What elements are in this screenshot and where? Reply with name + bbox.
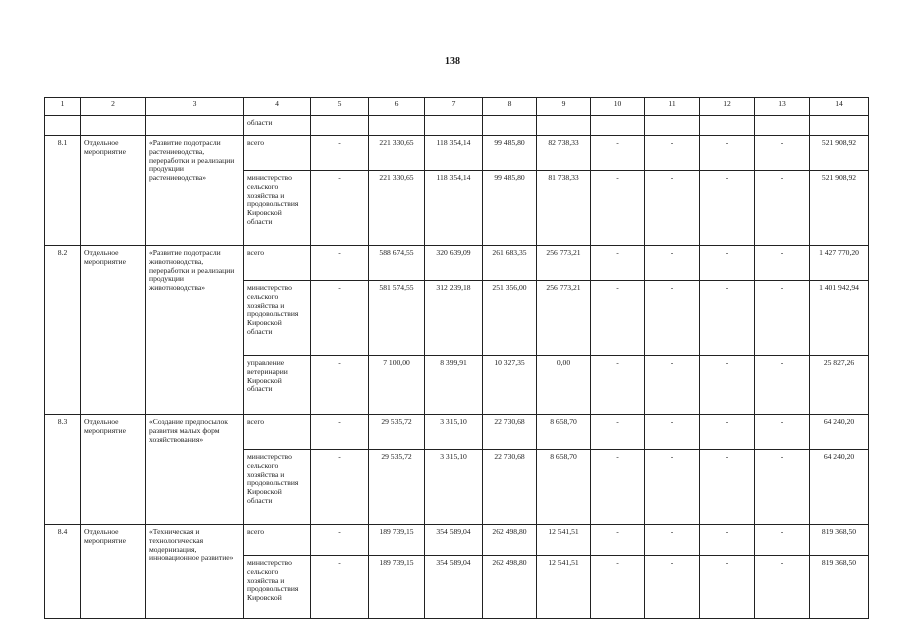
value-cell: - — [311, 281, 369, 356]
value-cell: - — [311, 450, 369, 525]
value-cell: - — [311, 525, 369, 556]
value-cell: - — [591, 450, 645, 525]
value-cell: - — [311, 171, 369, 246]
header-row — [45, 98, 869, 116]
table-row — [45, 246, 869, 281]
funding-source: министерство сельского хозяйства и продовольствия Кировской области — [244, 281, 311, 356]
empty-cell — [537, 116, 591, 136]
empty-cell — [45, 116, 81, 136]
value-cell: - — [591, 171, 645, 246]
value-cell: 256 773,21 — [537, 246, 591, 281]
value-cell: - — [755, 281, 810, 356]
column-header: 11 — [645, 98, 700, 116]
value-cell: 29 535,72 — [369, 415, 425, 450]
value-cell: - — [645, 171, 700, 246]
value-cell: 99 485,80 — [483, 136, 537, 171]
value-cell: - — [645, 450, 700, 525]
value-cell: - — [311, 556, 369, 619]
column-header: 1 — [45, 98, 81, 116]
row-kind: Отдельное мероприятие — [81, 525, 146, 619]
row-name: «Создание предпосылок развития малых форм хозяйствования» — [146, 415, 244, 525]
column-header: 14 — [810, 98, 869, 116]
value-cell: 251 356,00 — [483, 281, 537, 356]
value-cell: 82 738,33 — [537, 136, 591, 171]
value-cell: - — [700, 136, 755, 171]
value-cell: 1 401 942,94 — [810, 281, 869, 356]
value-cell: 8 658,70 — [537, 450, 591, 525]
empty-cell — [810, 116, 869, 136]
value-cell: 221 330,65 — [369, 136, 425, 171]
value-cell: 819 368,50 — [810, 525, 869, 556]
value-cell: 81 738,33 — [537, 171, 591, 246]
value-cell: - — [311, 415, 369, 450]
value-cell: 7 100,00 — [369, 356, 425, 415]
continuation-cell: области — [244, 116, 311, 136]
value-cell: - — [591, 356, 645, 415]
value-cell: - — [755, 171, 810, 246]
value-cell: 262 498,80 — [483, 525, 537, 556]
column-header: 3 — [146, 98, 244, 116]
value-cell: 521 908,92 — [810, 171, 869, 246]
value-cell: 354 589,04 — [425, 556, 483, 619]
funding-source: всего — [244, 246, 311, 281]
value-cell: 581 574,55 — [369, 281, 425, 356]
continuation-row — [45, 116, 869, 136]
value-cell: - — [755, 136, 810, 171]
value-cell: 0,00 — [537, 356, 591, 415]
value-cell: 99 485,80 — [483, 171, 537, 246]
column-header: 8 — [483, 98, 537, 116]
table-body — [45, 116, 869, 619]
column-header: 4 — [244, 98, 311, 116]
value-cell: 262 498,80 — [483, 556, 537, 619]
value-cell: 256 773,21 — [537, 281, 591, 356]
column-header: 9 — [537, 98, 591, 116]
empty-cell — [425, 116, 483, 136]
row-kind: Отдельное мероприятие — [81, 136, 146, 246]
value-cell: 8 399,91 — [425, 356, 483, 415]
value-cell: - — [700, 246, 755, 281]
value-cell: - — [700, 281, 755, 356]
value-cell: - — [645, 136, 700, 171]
value-cell: - — [700, 525, 755, 556]
value-cell: 354 589,04 — [425, 525, 483, 556]
value-cell: - — [700, 556, 755, 619]
empty-cell — [311, 116, 369, 136]
value-cell: - — [311, 356, 369, 415]
row-kind: Отдельное мероприятие — [81, 246, 146, 415]
funding-source: управление ветеринарии Кировской области — [244, 356, 311, 415]
row-code: 8.4 — [45, 525, 81, 619]
value-cell: 3 315,10 — [425, 450, 483, 525]
column-header: 6 — [369, 98, 425, 116]
value-cell: - — [700, 450, 755, 525]
empty-cell — [146, 116, 244, 136]
value-cell: 25 827,26 — [810, 356, 869, 415]
value-cell: - — [591, 556, 645, 619]
value-cell: 118 354,14 — [425, 136, 483, 171]
empty-cell — [755, 116, 810, 136]
column-header: 5 — [311, 98, 369, 116]
value-cell: - — [591, 525, 645, 556]
value-cell: 819 368,50 — [810, 556, 869, 619]
funding-source: министерство сельского хозяйства и продовольствия Кировской — [244, 556, 311, 619]
value-cell: - — [645, 356, 700, 415]
value-cell: - — [700, 415, 755, 450]
value-cell: - — [591, 415, 645, 450]
value-cell: - — [645, 281, 700, 356]
row-code: 8.2 — [45, 246, 81, 415]
value-cell: 189 739,15 — [369, 525, 425, 556]
value-cell: - — [755, 450, 810, 525]
funding-source: всего — [244, 136, 311, 171]
column-header: 10 — [591, 98, 645, 116]
value-cell: 521 908,92 — [810, 136, 869, 171]
row-name: «Развитие подотрасли животноводства, переработки и реализации продукции животноводства» — [146, 246, 244, 415]
value-cell: 64 240,20 — [810, 450, 869, 525]
value-cell: - — [700, 171, 755, 246]
value-cell: - — [645, 556, 700, 619]
value-cell: 12 541,51 — [537, 525, 591, 556]
empty-cell — [369, 116, 425, 136]
value-cell: - — [591, 246, 645, 281]
value-cell: - — [311, 136, 369, 171]
funding-source: всего — [244, 525, 311, 556]
value-cell: - — [755, 556, 810, 619]
value-cell: - — [591, 136, 645, 171]
empty-cell — [81, 116, 146, 136]
value-cell: 22 730,68 — [483, 415, 537, 450]
row-code: 8.1 — [45, 136, 81, 246]
column-header: 2 — [81, 98, 146, 116]
page-number: 138 — [445, 56, 460, 67]
value-cell: 10 327,35 — [483, 356, 537, 415]
value-cell: 588 674,55 — [369, 246, 425, 281]
funding-source: министерство сельского хозяйства и продовольствия Кировской области — [244, 450, 311, 525]
row-code: 8.3 — [45, 415, 81, 525]
table-row — [45, 525, 869, 556]
empty-cell — [700, 116, 755, 136]
value-cell: - — [311, 246, 369, 281]
column-header: 12 — [700, 98, 755, 116]
value-cell: 29 535,72 — [369, 450, 425, 525]
value-cell: - — [755, 356, 810, 415]
value-cell: 64 240,20 — [810, 415, 869, 450]
row-name: «Развитие подотрасли растениеводства, переработки и реализации продукции растениеводства» — [146, 136, 244, 246]
table-row — [45, 136, 869, 171]
value-cell: - — [645, 415, 700, 450]
value-cell: - — [700, 356, 755, 415]
row-name: «Техническая и технологическая модернизация, инновационное развитие» — [146, 525, 244, 619]
value-cell: 221 330,65 — [369, 171, 425, 246]
value-cell: - — [591, 281, 645, 356]
value-cell: - — [645, 246, 700, 281]
column-header: 7 — [425, 98, 483, 116]
empty-cell — [645, 116, 700, 136]
value-cell: 320 639,09 — [425, 246, 483, 281]
value-cell: 1 427 770,20 — [810, 246, 869, 281]
value-cell: - — [755, 246, 810, 281]
value-cell: - — [755, 525, 810, 556]
table-row — [45, 415, 869, 450]
column-header: 13 — [755, 98, 810, 116]
value-cell: 8 658,70 — [537, 415, 591, 450]
value-cell: 189 739,15 — [369, 556, 425, 619]
value-cell: 261 683,35 — [483, 246, 537, 281]
value-cell: 12 541,51 — [537, 556, 591, 619]
value-cell: 312 239,18 — [425, 281, 483, 356]
value-cell: 22 730,68 — [483, 450, 537, 525]
funding-source: всего — [244, 415, 311, 450]
value-cell: - — [755, 415, 810, 450]
empty-cell — [591, 116, 645, 136]
value-cell: 118 354,14 — [425, 171, 483, 246]
value-cell: 3 315,10 — [425, 415, 483, 450]
empty-cell — [483, 116, 537, 136]
row-kind: Отдельное мероприятие — [81, 415, 146, 525]
budget-table — [44, 97, 869, 619]
value-cell: - — [645, 525, 700, 556]
funding-source: министерство сельского хозяйства и продовольствия Кировской области — [244, 171, 311, 246]
